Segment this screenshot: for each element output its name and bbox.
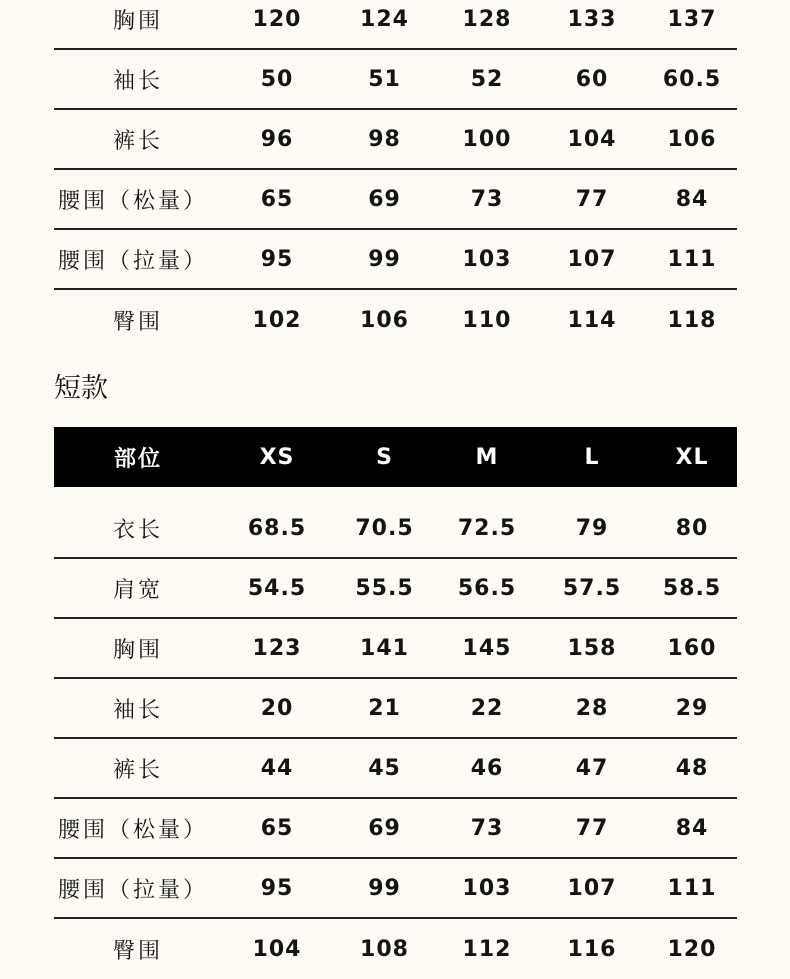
table-header bbox=[54, 427, 737, 487]
cell-s: 69 bbox=[368, 815, 401, 841]
cell-xl: 111 bbox=[667, 246, 717, 272]
table-row bbox=[54, 499, 737, 559]
cell-xs: 54.5 bbox=[247, 575, 307, 601]
cell-s: 124 bbox=[360, 6, 409, 32]
cell-m: 46 bbox=[470, 755, 504, 781]
cell-xl: 106 bbox=[667, 126, 717, 152]
cell-xl: 118 bbox=[667, 307, 717, 333]
cell-m: 72.5 bbox=[457, 515, 517, 541]
cell-s: 141 bbox=[360, 635, 409, 661]
cell-l: 133 bbox=[567, 6, 617, 32]
table-row bbox=[54, 799, 737, 859]
cell-l: 28 bbox=[575, 695, 609, 721]
table-row bbox=[54, 170, 737, 230]
cell-xl: 29 bbox=[675, 695, 709, 721]
cell-l: 77 bbox=[575, 815, 609, 841]
cell-xs: 65 bbox=[260, 186, 294, 212]
row-label: 臀围 bbox=[112, 938, 163, 964]
table-row bbox=[54, 559, 737, 619]
cell-xl: 120 bbox=[667, 936, 717, 962]
row-label: 肩宽 bbox=[112, 577, 163, 603]
cell-l: 107 bbox=[567, 875, 617, 901]
cell-m: 103 bbox=[462, 246, 512, 272]
row-label: 袖长 bbox=[112, 697, 163, 723]
cell-xl: 111 bbox=[667, 875, 717, 901]
cell-l: 116 bbox=[567, 936, 617, 962]
table-row bbox=[54, 0, 737, 50]
cell-s: 55.5 bbox=[355, 575, 414, 601]
table-row bbox=[54, 739, 737, 799]
cell-xl: 48 bbox=[675, 755, 709, 781]
cell-s: 45 bbox=[368, 755, 401, 781]
table-row bbox=[54, 110, 737, 170]
cell-s: 51 bbox=[368, 66, 401, 92]
cell-s: 99 bbox=[368, 875, 401, 901]
table-row bbox=[54, 290, 737, 350]
row-label: 胸围 bbox=[112, 8, 163, 34]
header-xs: XS bbox=[259, 444, 295, 470]
cell-l: 158 bbox=[567, 635, 617, 661]
size-table-long bbox=[54, 0, 737, 350]
cell-l: 79 bbox=[575, 515, 609, 541]
section-title: 短款 bbox=[54, 373, 108, 404]
header-l: L bbox=[584, 444, 600, 470]
cell-m: 100 bbox=[462, 126, 512, 152]
cell-xl: 58.5 bbox=[662, 575, 722, 601]
header-part: 部位 bbox=[113, 446, 162, 472]
cell-l: 60 bbox=[575, 66, 609, 92]
cell-xs: 65 bbox=[260, 815, 294, 841]
row-label: 腰围（松量） bbox=[58, 817, 209, 843]
row-label: 腰围（拉量） bbox=[58, 248, 209, 274]
cell-s: 21 bbox=[368, 695, 401, 721]
cell-l: 77 bbox=[575, 186, 609, 212]
row-label: 臀围 bbox=[112, 309, 163, 335]
header-m: M bbox=[475, 444, 499, 470]
cell-m: 145 bbox=[462, 635, 512, 661]
cell-m: 112 bbox=[462, 936, 512, 962]
cell-xs: 68.5 bbox=[247, 515, 307, 541]
cell-xs: 102 bbox=[252, 307, 302, 333]
cell-l: 57.5 bbox=[562, 575, 622, 601]
table-row bbox=[54, 50, 737, 110]
cell-m: 56.5 bbox=[457, 575, 517, 601]
cell-l: 104 bbox=[567, 126, 617, 152]
cell-xs: 44 bbox=[260, 755, 294, 781]
cell-m: 52 bbox=[470, 66, 504, 92]
cell-xs: 20 bbox=[260, 695, 294, 721]
table-row bbox=[54, 679, 737, 739]
cell-xs: 95 bbox=[260, 246, 294, 272]
cell-s: 108 bbox=[360, 936, 409, 962]
cell-s: 70.5 bbox=[355, 515, 414, 541]
cell-xl: 160 bbox=[667, 635, 717, 661]
cell-m: 103 bbox=[462, 875, 512, 901]
cell-xs: 96 bbox=[260, 126, 294, 152]
cell-xs: 120 bbox=[252, 6, 302, 32]
size-table-short bbox=[54, 427, 737, 979]
cell-s: 106 bbox=[360, 307, 409, 333]
cell-m: 128 bbox=[462, 6, 512, 32]
cell-s: 99 bbox=[368, 246, 401, 272]
cell-l: 47 bbox=[575, 755, 609, 781]
cell-l: 114 bbox=[567, 307, 617, 333]
cell-xl: 137 bbox=[667, 6, 717, 32]
table-row bbox=[54, 859, 737, 919]
row-label: 裤长 bbox=[112, 757, 163, 783]
cell-m: 110 bbox=[462, 307, 512, 333]
row-label: 胸围 bbox=[112, 637, 163, 663]
cell-xl: 80 bbox=[675, 515, 709, 541]
cell-xs: 50 bbox=[260, 66, 294, 92]
table-row bbox=[54, 619, 737, 679]
cell-m: 73 bbox=[470, 186, 504, 212]
row-label: 袖长 bbox=[112, 68, 163, 94]
cell-m: 22 bbox=[470, 695, 504, 721]
cell-l: 107 bbox=[567, 246, 617, 272]
cell-xl: 84 bbox=[675, 815, 709, 841]
header-xl: XL bbox=[675, 444, 709, 470]
row-label: 腰围（拉量） bbox=[58, 877, 209, 903]
header-s: S bbox=[376, 444, 393, 470]
cell-xl: 60.5 bbox=[662, 66, 722, 92]
cell-s: 69 bbox=[368, 186, 401, 212]
table-row bbox=[54, 230, 737, 290]
cell-xs: 95 bbox=[260, 875, 294, 901]
table-row bbox=[54, 919, 737, 979]
cell-xs: 123 bbox=[252, 635, 302, 661]
cell-m: 73 bbox=[470, 815, 504, 841]
row-label: 衣长 bbox=[112, 517, 163, 543]
cell-xs: 104 bbox=[252, 936, 302, 962]
row-label: 裤长 bbox=[112, 128, 163, 154]
cell-s: 98 bbox=[368, 126, 401, 152]
row-label: 腰围（松量） bbox=[58, 188, 209, 214]
cell-xl: 84 bbox=[675, 186, 709, 212]
